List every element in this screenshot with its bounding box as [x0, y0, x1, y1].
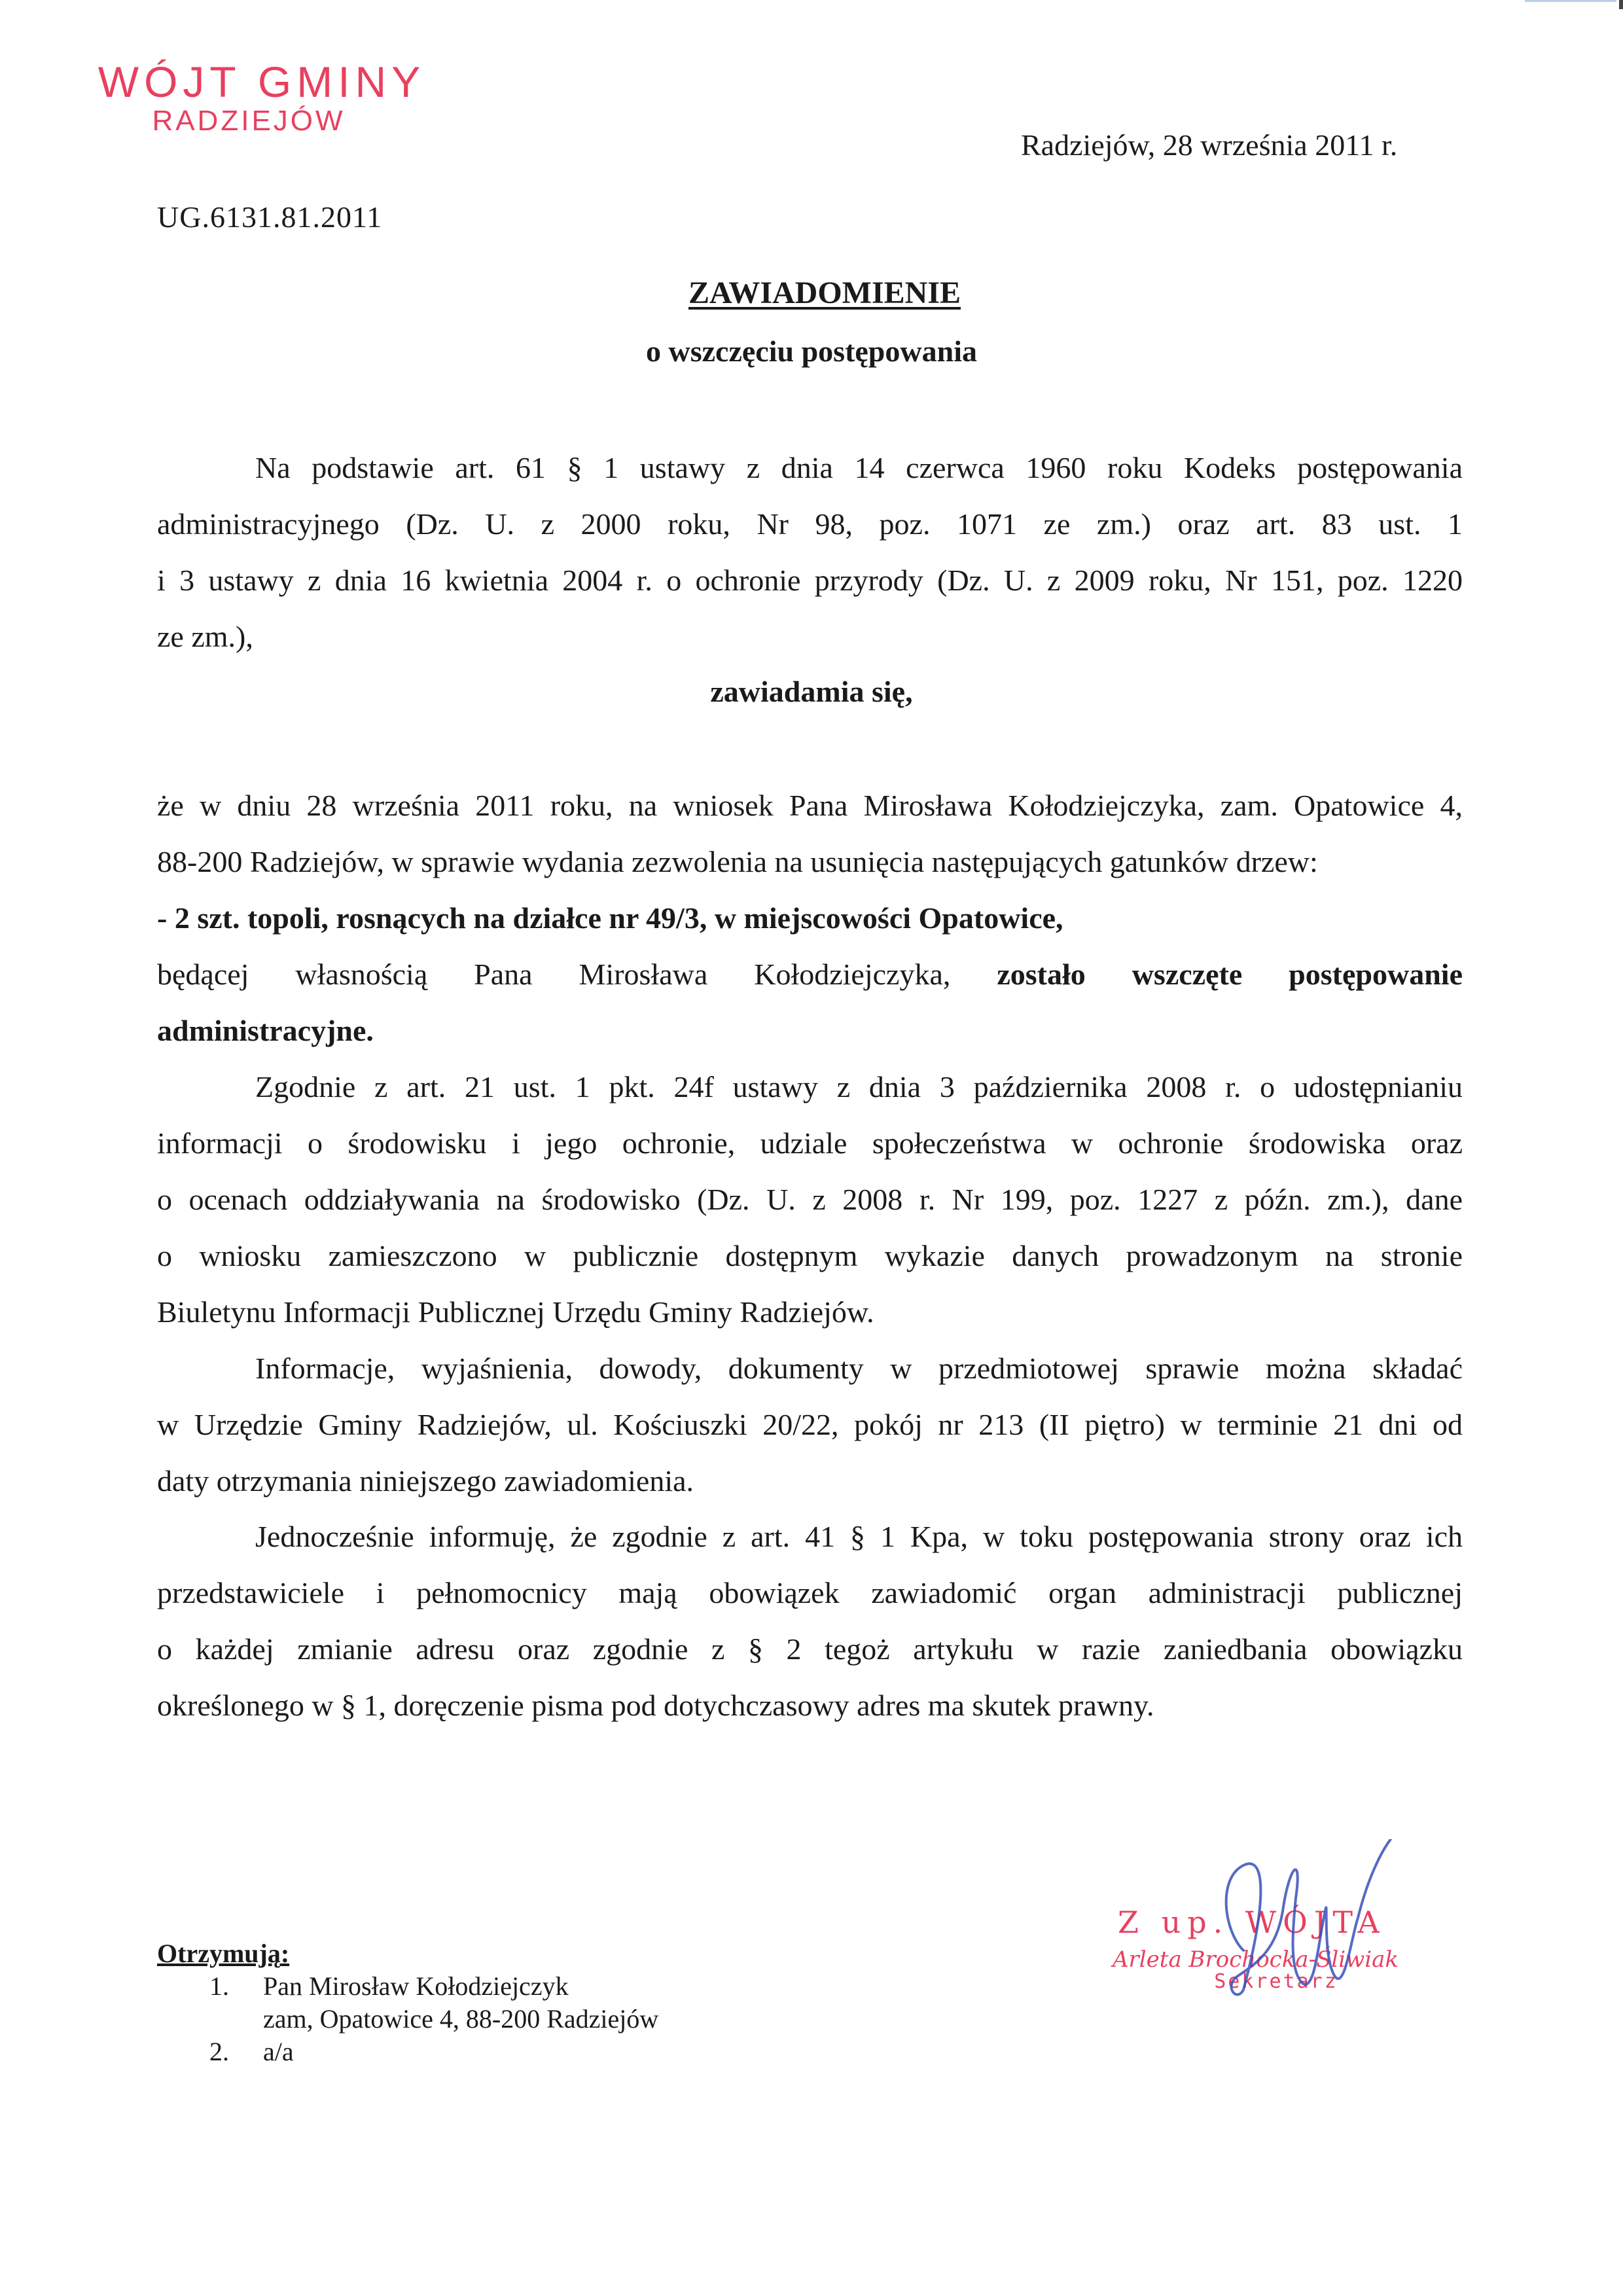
recipient-name: Pan Mirosław Kołodziejczyk — [263, 1971, 569, 2001]
recipient-number: 1. — [209, 1971, 229, 2001]
text-fragment: będącej własnością Pana Mirosława Kołodziejczyka, — [157, 958, 951, 991]
scan-edge-mark — [1619, 0, 1623, 9]
text-line: Jednocześnie informuję, że zgodnie z art. 41 § 1 Kpa, w toku postępowania strony oraz ich — [255, 1520, 1463, 1553]
handwritten-signature — [1217, 1839, 1427, 2003]
place-date: Radziejów, 28 września 2011 r. — [1021, 128, 1398, 162]
scan-edge — [1525, 0, 1616, 2]
text-line-mixed — [157, 946, 1463, 1003]
text-line: ze zm.), — [157, 620, 253, 653]
text-line-bold: - 2 szt. topoli, rosnących na działce nr 49/3, w miejscowości Opatowice, — [157, 901, 1063, 935]
text-line: administracyjnego (Dz. U. z 2000 roku, Nr 98, poz. 1071 ze zm.) oraz art. 83 ust. 1 — [157, 507, 1463, 541]
recipients-list — [157, 1937, 658, 2068]
text-line: że w dniu 28 września 2011 roku, na wniosek Pana Mirosława Kołodziejczyka, zam. Opatowice 4, — [157, 789, 1463, 822]
text-line: 88-200 Radziejów, w sprawie wydania zezwolenia na usunięcia następujących gatunków drzew: — [157, 845, 1318, 878]
document-title: ZAWIADOMIENIE — [688, 276, 961, 310]
text-line: przedstawiciele i pełnomocnicy mają obowiązek zawiadomić organ administracji publicznej — [157, 1576, 1463, 1609]
recipient-number: 2. — [209, 2037, 229, 2066]
announcement-heading: zawiadamia się, — [710, 675, 913, 708]
text-line: i 3 ustawy z dnia 16 kwietnia 2004 r. o ochronie przyrody (Dz. U. z 2009 roku, Nr 151, poz. 1220 — [157, 564, 1463, 597]
stamp-line-1: WÓJT GMINY — [98, 58, 426, 106]
signatory-name: Arleta Brochocka-Śliwiak — [1113, 1946, 1399, 1973]
text-line: Zgodnie z art. 21 ust. 1 pkt. 24f ustawy z dnia 3 października 2008 r. o udostępnianiu — [255, 1070, 1463, 1103]
paragraph-legal-basis — [157, 440, 1463, 665]
text-line: o każdej zmianie adresu oraz zgodnie z § 2 tegoż artykułu w razie zaniedbania obowiązku — [157, 1632, 1463, 1666]
document-subtitle: o wszczęciu postępowania — [646, 334, 977, 368]
paragraph-address-change — [157, 1509, 1463, 1734]
text-line: o wniosku zamieszczono w publicznie dostępnym wykazie danych prowadzonym na stronie — [157, 1239, 1463, 1272]
stamp-line-2: RADZIEJÓW — [152, 105, 346, 137]
reference-number: UG.6131.81.2011 — [157, 200, 383, 234]
office-stamp — [92, 59, 432, 137]
recipient-address: zam, Opatowice 4, 88-200 Radziejów — [263, 2004, 659, 2034]
text-line: daty otrzymania niniejszego zawiadomienia. — [157, 1464, 694, 1498]
text-line: o ocenach oddziaływania na środowisko (Dz. U. z 2008 r. Nr 199, poz. 1227 z późn. zm.), dane — [157, 1183, 1463, 1216]
recipients-header: Otrzymują: — [157, 1939, 290, 1968]
paragraph-submissions — [157, 1340, 1463, 1509]
text-line: Informacje, wyjaśnienia, dowody, dokumenty w przedmiotowej sprawie można składać — [255, 1352, 1463, 1385]
text-line: Biuletynu Informacji Publicznej Urzędu Gminy Radziejów. — [157, 1295, 874, 1329]
recipient-item — [157, 1970, 658, 2003]
text-fragment-bold: zostało wszczęte postępowanie — [997, 958, 1463, 991]
text-line: informacji o środowisku i jego ochronie, udziale społeczeństwa w ochronie środowiska oraz — [157, 1126, 1463, 1160]
text-line-bold: administracyjne. — [157, 1014, 374, 1047]
text-line: określonego w § 1, doręczenie pisma pod dotychczasowy adres ma skutek prawny. — [157, 1689, 1154, 1722]
signatory-role: Sekretarz — [1214, 1970, 1338, 1993]
paragraph-public-info — [157, 1059, 1463, 1340]
recipient-name: a/a — [263, 2037, 294, 2066]
text-line: Na podstawie art. 61 § 1 ustawy z dnia 14 czerwca 1960 roku Kodeks postępowania — [255, 451, 1463, 484]
paragraph-proceedings — [157, 778, 1463, 1059]
signature-stamp-line: Z up. WÓJTA — [1118, 1905, 1386, 1940]
document-title-wrap — [0, 275, 1623, 311]
recipient-item — [157, 2036, 658, 2068]
text-line: w Urzędzie Gminy Radziejów, ul. Kościuszki 20/22, pokój nr 213 (II piętro) w terminie 21 dni od — [157, 1408, 1463, 1441]
